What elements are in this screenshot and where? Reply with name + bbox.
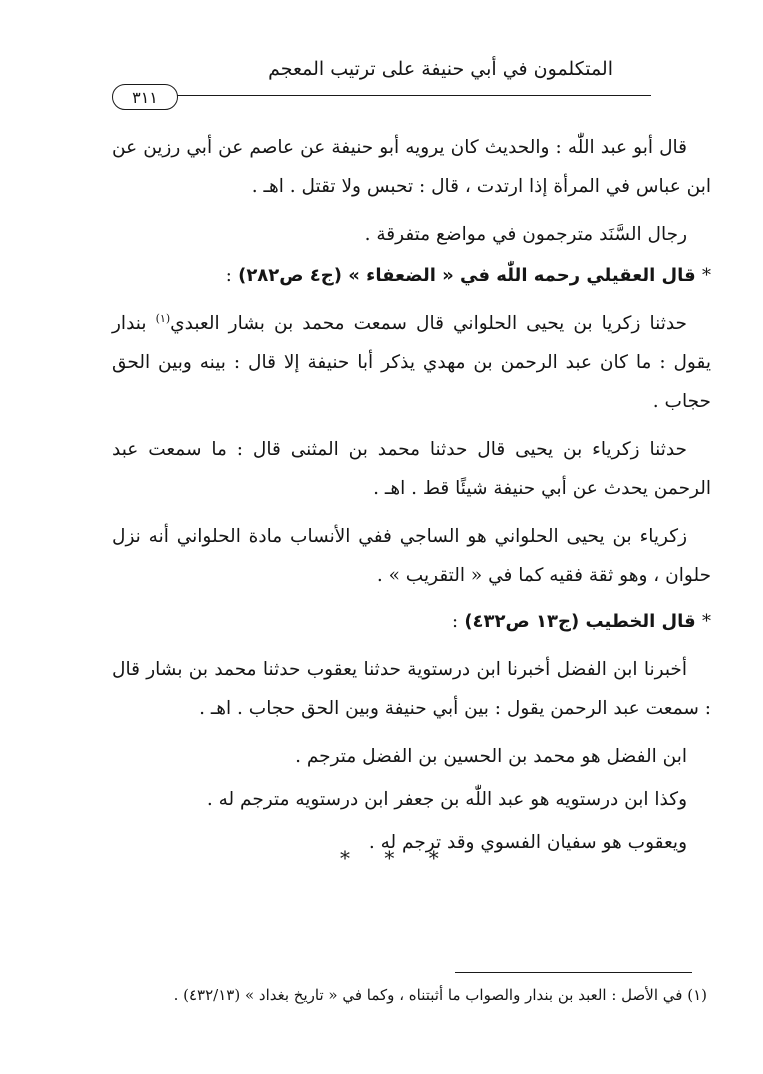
- section-separator: * * *: [340, 846, 453, 870]
- paragraph-5: زكرياء بن يحيى الحلواني هو الساجي ففي الأنساب مادة الحلواني أنه نزل حلوان ، وهو ثقة فقيه كما في « التقريب » .: [112, 526, 711, 586]
- paragraph-2: رجال السَّنَد مترجمون في مواضع متفرقة .: [364, 224, 687, 245]
- heading-colon: :: [451, 611, 459, 632]
- section-heading-uqayli: [112, 258, 711, 294]
- footnote-text: في الأصل : العبد بن بندار والصواب ما أثبتناه ، وكما في « تاريخ بغداد » (٤٣٢/١٣) .: [173, 986, 683, 1004]
- paragraph-8: وكذا ابن درستويه هو عبد اللّٰه بن جعفر ابن درستويه مترجم له .: [206, 789, 687, 810]
- section-heading-khatib: [112, 604, 711, 640]
- main-text: [112, 128, 711, 866]
- header-rule: [175, 95, 651, 96]
- heading-colon: :: [225, 265, 232, 286]
- page-number: ٣١١: [112, 84, 178, 110]
- paragraph-3-part-b: بندار يقول : ما كان عبد الرحمن بن مهدي يذكر أبا حنيفة إلا قال : بينه وبين الحق حجاب .: [112, 313, 711, 412]
- paragraph-7: ابن الفضل هو محمد بن الحسين بن الفضل مترجم .: [295, 746, 687, 767]
- footnote-ref[interactable]: (١): [155, 311, 171, 325]
- running-title: المتكلمون في أبي حنيفة على ترتيب المعجم: [268, 58, 613, 80]
- paragraph-9: ويعقوب هو سفيان الفسوي وقد ترجم له .: [368, 832, 687, 853]
- paragraph-1: قال أبو عبد اللّٰه : والحديث كان يرويه أبو حنيفة عن عاصم عن أبي رزين عن ابن عباس في المرأة إذا ارتدت ، قال : تحبس ولا تقتل . اهـ .: [112, 137, 711, 197]
- paragraph-3: [112, 304, 711, 421]
- paragraph-6: أخبرنا ابن الفضل أخبرنا ابن درستوية حدثنا يعقوب حدثنا محمد بن بشار قال : سمعت عبد الرحمن يقول : بين أبي حنيفة وبين الحق حجاب . اهـ .: [112, 659, 711, 719]
- heading-text: قال العقيلي رحمه اللّٰه في « الضعفاء » (ج٤ ص٢٨٢): [238, 265, 696, 286]
- heading-star-icon: *: [702, 265, 711, 286]
- heading-star-icon: *: [702, 611, 711, 632]
- paragraph-3-part-a: حدثنا زكريا بن يحيى الحلواني قال سمعت محمد بن بشار العبدي: [170, 313, 687, 334]
- footnote-rule: [455, 972, 692, 973]
- footnote-marker: (١): [687, 986, 707, 1004]
- footnote-1: [174, 986, 707, 1004]
- heading-text: قال الخطيب (ج١٣ ص٤٣٢): [464, 611, 696, 632]
- paragraph-4: حدثنا زكرياء بن يحيى قال حدثنا محمد بن المثنى قال : ما سمعت عبد الرحمن يحدث عن أبي حنيفة شيئًا قط . اهـ .: [112, 439, 711, 499]
